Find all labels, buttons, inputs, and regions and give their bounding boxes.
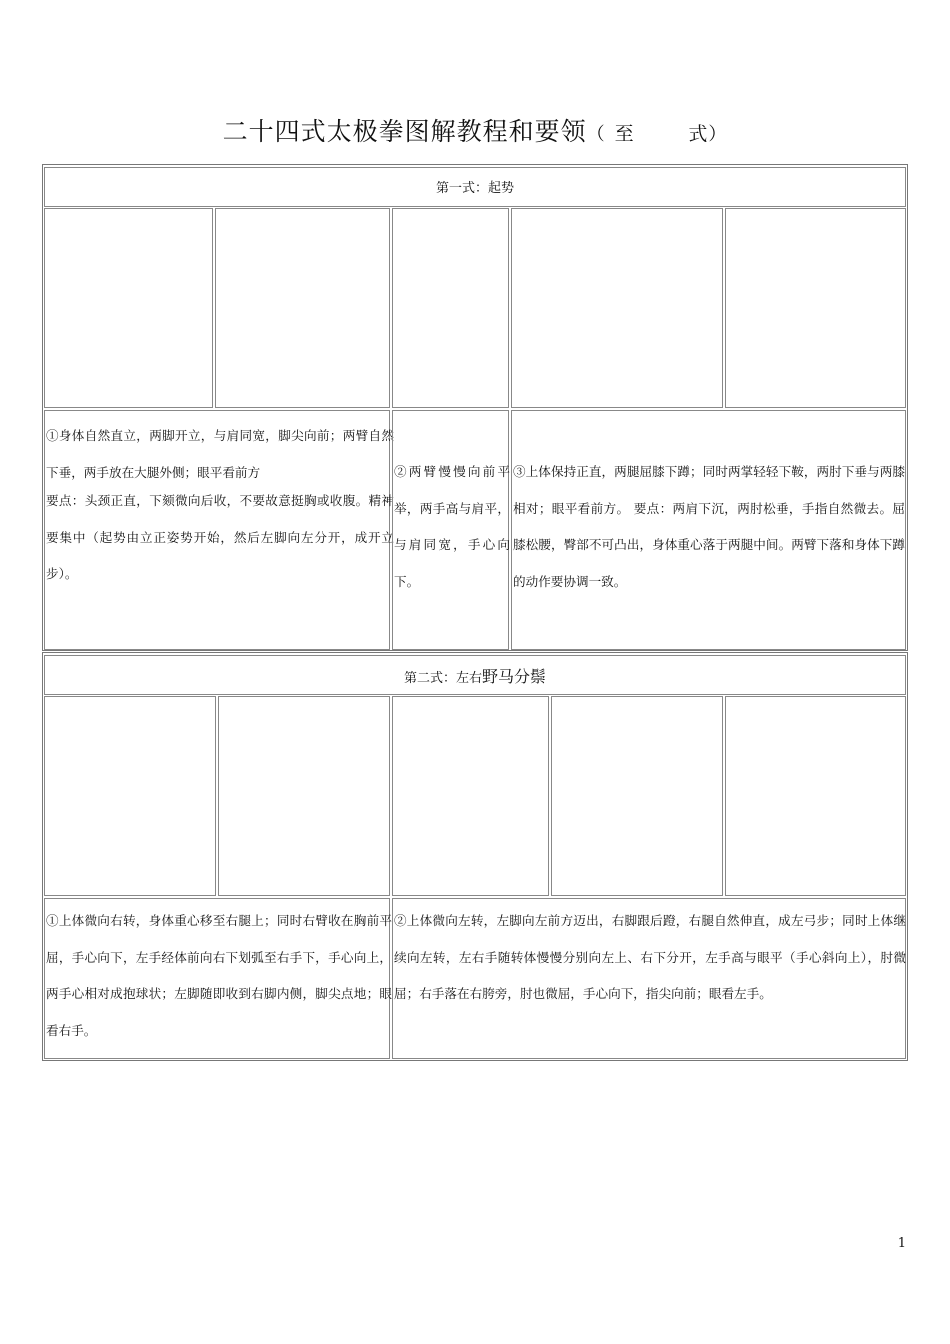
title-from: 至	[614, 123, 635, 145]
section-2-image-3	[392, 696, 549, 896]
section-1-desc-1-text: ①身体自然直立，两脚开立，与肩同宽，脚尖向前；两臂自然下垂，两手放在大腿外侧；眼平看前方	[46, 428, 394, 480]
section-1-desc-1-points: 要点：头颈正直，下颏微向后收，不要故意挺胸或收腹。精神要集中（起势由立正姿势开始，然后左脚向左分开，成开立步）。	[46, 493, 394, 581]
section-2-header-name: 野马分鬃	[482, 667, 547, 686]
page-number: 1	[897, 1236, 906, 1251]
section-1-image-2	[215, 208, 390, 408]
section-1-header-name: 起势	[488, 181, 515, 196]
title-open-paren: （	[586, 124, 606, 145]
section-2-image-1	[44, 696, 216, 896]
section-1-image-1	[44, 208, 213, 408]
page-title	[0, 112, 950, 148]
section-1-desc-2: ②两臂慢慢向前平举，两手高与肩平，与肩同宽，手心向下。	[394, 464, 510, 589]
section-2-desc-1: ①上体微向右转，身体重心移至右腿上；同时右臂收在胸前平屈，手心向下，左手经体前向右下划弧至右手下，手心向上，两手心相对成抱球状；左脚随即收到右脚内侧，脚尖点地；眼看右手。	[46, 913, 392, 1038]
section-1-desc-3: ③上体保持正直，两腿屈膝下蹲；同时两掌轻轻下鞍，两肘下垂与两膝相对；眼平看前方。 要点：两肩下沉，两肘松垂，手指自然微去。屈膝松腰，臀部不可凸出，身体重心落于两腿中间。两臂下落和身体下蹲的动作要协调一致。	[513, 464, 905, 589]
section-2-image-2	[218, 696, 390, 896]
title-to: 式	[688, 123, 709, 145]
section-1-image-5	[725, 208, 906, 408]
section-1-image-3	[392, 208, 509, 408]
section-2-header	[44, 655, 906, 695]
section-2-image-5	[725, 696, 906, 896]
section-1-desc-1	[44, 416, 394, 606]
section-2-desc-2: ②上体微向左转，左脚向左前方迈出，右脚跟后蹬，右腿自然伸直，成左弓步；同时上体继续向左转，左右手随转体慢慢分别向左上、右下分开，左手高与眼平（手心斜向上），肘微屈；右手落在右胯旁，肘也微屈，手心向下，指尖向前；眼看左手。	[394, 913, 906, 1001]
section-2-image-4	[551, 696, 723, 896]
title-main: 二十四式太极拳图解教程和要领	[222, 117, 587, 146]
title-close-paren: ）	[708, 124, 728, 145]
section-2-header-prefix: 第二式：左右	[403, 671, 482, 686]
section-1-image-4	[511, 208, 723, 408]
section-1-header	[44, 167, 906, 207]
section-1-header-prefix: 第一式：	[435, 181, 488, 196]
